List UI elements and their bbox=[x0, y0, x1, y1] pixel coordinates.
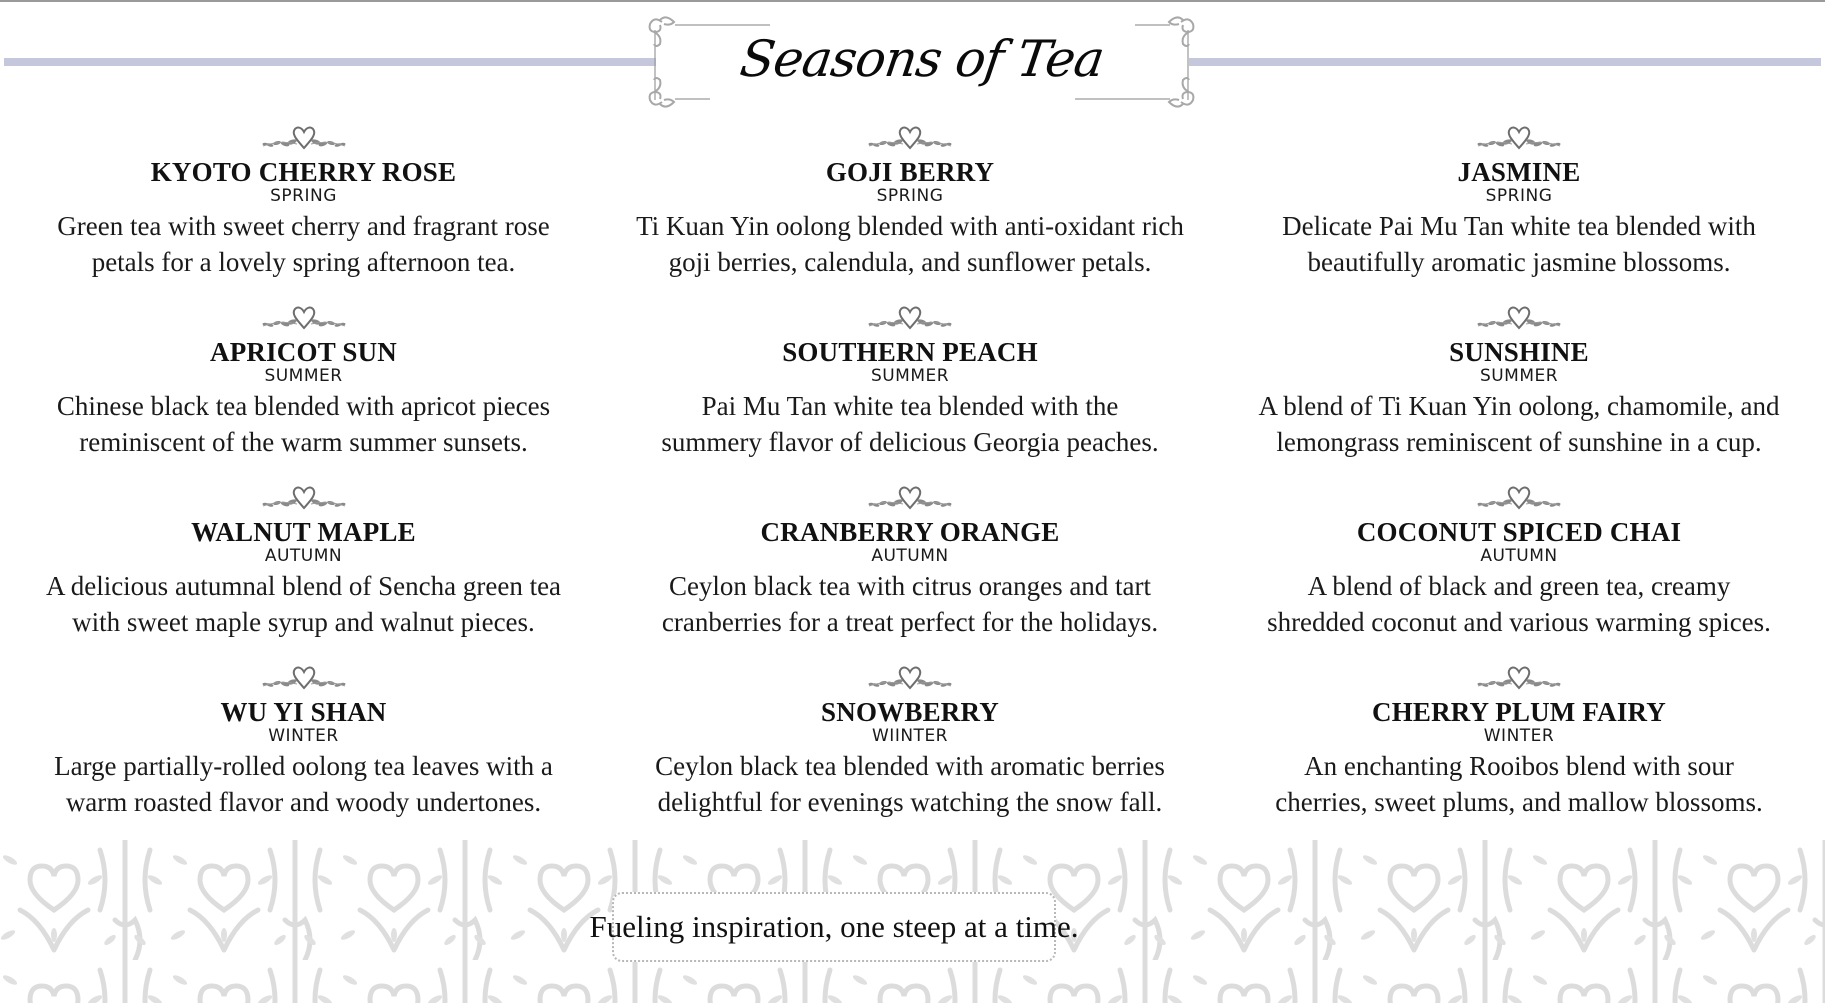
tea-name: COCONUT SPICED CHAI bbox=[1356, 517, 1682, 547]
tea-description: A delicious autumnal blend of Sencha green tea with sweet maple syrup and walnut pieces. bbox=[45, 571, 562, 637]
tea-description: A blend of Ti Kuan Yin oolong, chamomile, and lemongrass reminiscent of sunshine in a cup. bbox=[1258, 391, 1780, 457]
heart-flourish-icon bbox=[867, 484, 953, 512]
tea-name: CRANBERRY ORANGE bbox=[760, 517, 1060, 547]
tea-description: Delicate Pai Mu Tan white tea blended with beautifully aromatic jasmine blossoms. bbox=[1282, 211, 1756, 277]
heart-flourish-icon bbox=[867, 304, 953, 332]
tea-item bbox=[607, 660, 1213, 840]
header-band-left bbox=[4, 58, 656, 66]
tea-description: An enchanting Rooibos blend with sour cherries, sweet plums, and mallow blossoms. bbox=[1275, 751, 1763, 817]
tea-grid bbox=[0, 120, 1825, 840]
tea-season: WINTER bbox=[1483, 726, 1555, 746]
tea-season: SUMMER bbox=[870, 366, 950, 386]
tagline-box bbox=[589, 892, 1079, 962]
heart-flourish-icon bbox=[867, 664, 953, 692]
tea-item bbox=[1213, 660, 1825, 840]
tea-season: SPRING bbox=[876, 186, 944, 206]
tea-season: WIINTER bbox=[872, 726, 948, 746]
tea-name: KYOTO CHERRY ROSE bbox=[150, 157, 457, 187]
tea-season: AUTUMN bbox=[1480, 546, 1558, 566]
heart-flourish-icon bbox=[1476, 664, 1562, 692]
tea-name: SNOWBERRY bbox=[821, 697, 999, 727]
tea-item bbox=[0, 300, 607, 480]
tea-item bbox=[0, 120, 607, 300]
tea-item bbox=[0, 660, 607, 840]
tea-item bbox=[607, 120, 1213, 300]
tea-item bbox=[0, 480, 607, 660]
heart-flourish-icon bbox=[261, 484, 347, 512]
tea-season: SPRING bbox=[1485, 186, 1553, 206]
tea-name: APRICOT SUN bbox=[210, 337, 397, 367]
tea-description: Green tea with sweet cherry and fragrant rose petals for a lovely spring afternoon tea. bbox=[57, 211, 550, 277]
tea-name: WU YI SHAN bbox=[220, 697, 387, 727]
footer-damask bbox=[0, 840, 1825, 1003]
tea-item bbox=[607, 300, 1213, 480]
tea-name: WALNUT MAPLE bbox=[191, 517, 416, 547]
top-rule bbox=[0, 0, 1825, 2]
tea-name: SUNSHINE bbox=[1449, 337, 1589, 367]
tea-season: AUTUMN bbox=[871, 546, 949, 566]
tea-season: SPRING bbox=[270, 186, 337, 206]
tea-description: Large partially-rolled oolong tea leaves with a warm roasted flavor and woody undertones. bbox=[54, 751, 553, 817]
tea-season: WINTER bbox=[268, 726, 339, 746]
heart-flourish-icon bbox=[1476, 124, 1562, 152]
tea-description: Ti Kuan Yin oolong blended with anti-oxidant rich goji berries, calendula, and sunflower petals. bbox=[636, 211, 1184, 277]
heart-flourish-icon bbox=[261, 124, 347, 152]
tagline: Fueling inspiration, one steep at a time. bbox=[589, 909, 1079, 944]
heart-flourish-icon bbox=[867, 124, 953, 152]
heart-flourish-icon bbox=[261, 304, 347, 332]
tea-season: AUTUMN bbox=[264, 546, 343, 566]
header-band-right bbox=[1189, 58, 1821, 66]
tea-name: GOJI BERRY bbox=[825, 157, 995, 187]
tea-item bbox=[1213, 120, 1825, 300]
tea-item bbox=[607, 480, 1213, 660]
tea-name: JASMINE bbox=[1457, 157, 1581, 187]
tea-item bbox=[1213, 480, 1825, 660]
heart-flourish-icon bbox=[1476, 304, 1562, 332]
tea-description: Ceylon black tea blended with aromatic berries delightful for evenings watching the snow fall. bbox=[655, 751, 1165, 817]
tea-description: Pai Mu Tan white tea blended with the summery flavor of delicious Georgia peaches. bbox=[661, 391, 1159, 457]
tea-season: SUMMER bbox=[1479, 366, 1559, 386]
tea-name: CHERRY PLUM FAIRY bbox=[1372, 697, 1666, 727]
tea-name: SOUTHERN PEACH bbox=[782, 337, 1038, 367]
tea-description: Ceylon black tea with citrus oranges and tart cranberries for a treat perfect for the holidays. bbox=[661, 571, 1159, 637]
tea-season: SUMMER bbox=[264, 366, 343, 386]
tea-description: A blend of black and green tea, creamy shredded coconut and various warming spices. bbox=[1267, 571, 1771, 637]
heart-flourish-icon bbox=[261, 664, 347, 692]
tea-description: Chinese black tea blended with apricot pieces reminiscent of the warm summer sunsets. bbox=[56, 391, 551, 457]
tea-item bbox=[1213, 300, 1825, 480]
page-title: Seasons of Tea bbox=[736, 30, 1108, 88]
heart-flourish-icon bbox=[1476, 484, 1562, 512]
